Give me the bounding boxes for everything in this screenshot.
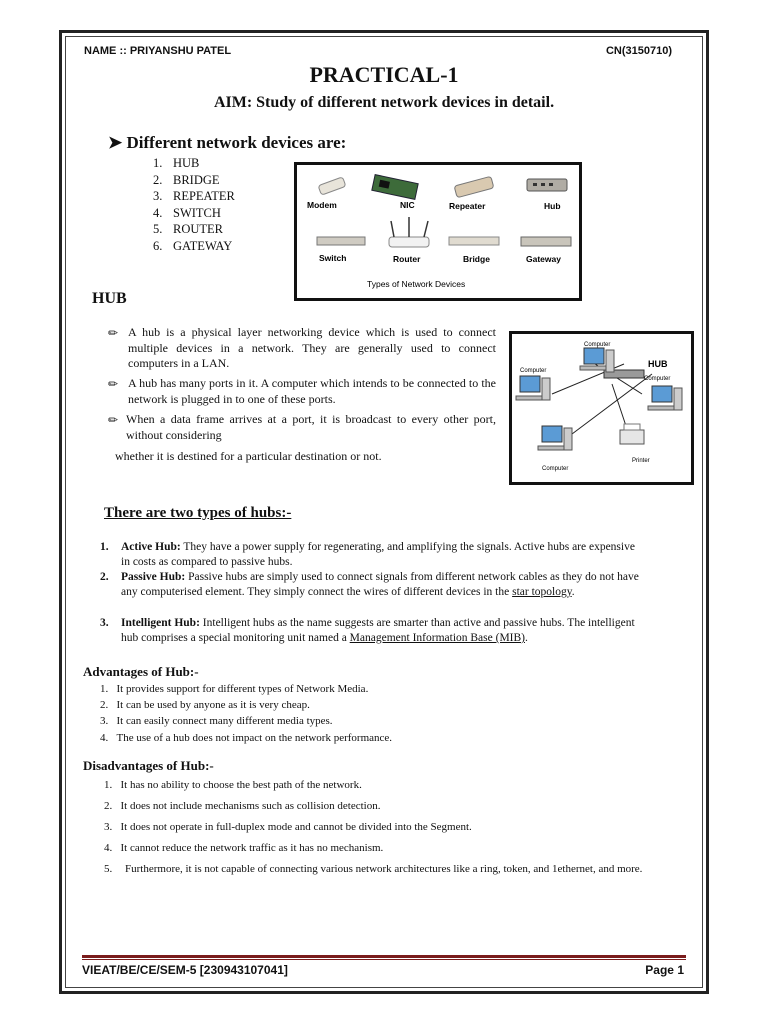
footer-rule-thin	[82, 959, 686, 960]
switch-icon	[317, 237, 365, 245]
device-label: Repeater	[449, 201, 486, 211]
pencil-bullet-icon: ✏	[108, 377, 119, 391]
device-label: Bridge	[463, 254, 490, 264]
course-code: CN(3150710)	[605, 45, 672, 57]
device-label: Computer	[520, 368, 547, 374]
list-item: 1. HUB	[153, 156, 200, 170]
footer-id: VIEAT/BE/CE/SEM-5 [230943107041]	[82, 963, 288, 977]
student-name: NAME :: PRIYANSHU PATEL	[84, 45, 232, 57]
list-item: 4. SWITCH	[153, 205, 221, 220]
types-heading: There are two types of hubs:-	[104, 505, 292, 521]
network-devices-illustration	[297, 165, 579, 298]
figure-caption: Types of Network Devices	[367, 279, 466, 289]
repeater-icon	[454, 176, 494, 197]
device-label: Computer	[584, 342, 611, 348]
pencil-bullet-icon: ✏	[108, 326, 119, 340]
device-label: Router	[393, 254, 421, 264]
hub-heading: HUB	[92, 290, 127, 307]
list-item: 4. The use of a hub does not impact on the network performance.	[100, 731, 393, 744]
device-label: Switch	[319, 253, 347, 263]
computer-icon	[516, 376, 550, 400]
list-item: 6. GATEWAY	[153, 238, 233, 253]
computer-icon	[538, 426, 572, 450]
page-title: PRACTICAL-1	[309, 62, 459, 87]
mib-link[interactable]: Management Information Base (MIB)	[349, 632, 525, 644]
device-label: Printer	[632, 458, 650, 464]
arrow-bullet-icon: ➤	[108, 133, 123, 152]
network-devices-figure	[294, 162, 582, 301]
printer-icon	[620, 424, 644, 444]
hub-continuation: whether it is destined for a particular destination or not.	[115, 449, 382, 463]
hub-topology-diagram	[512, 334, 691, 482]
devices-list	[153, 155, 235, 255]
computer-icon	[580, 348, 614, 372]
device-label: Computer	[542, 466, 569, 472]
list-item: 4. It cannot reduce the network traffic as it has no mechanism.	[104, 842, 384, 854]
hub-bullet: ✏ A hub is a physical layer networking device which is used to connect multiple devices in a network. They are generally used to connect computers in a LAN.	[108, 325, 496, 370]
modem-icon	[318, 177, 346, 195]
gateway-icon	[521, 237, 571, 246]
advantages-list	[100, 681, 392, 746]
list-item: 3. It does not operate in full-duplex mode and cannot be divided into the Segment.	[104, 821, 472, 833]
list-item: 2. BRIDGE	[153, 172, 220, 187]
footer-rule	[82, 955, 686, 958]
page-number: Page 1	[645, 963, 684, 977]
computer-icon	[648, 386, 682, 410]
hub-type-item: 2. Passive Hub: Passive hubs are simply used to connect signals from different network cables as they do not have any computerised element. They simply connect the wires of different devices in the star topology.	[100, 571, 639, 598]
device-label: NIC	[400, 200, 415, 210]
device-label: Computer	[644, 376, 671, 382]
hub-label: HUB	[648, 359, 668, 369]
list-item: 1. It has no ability to choose the best path of the network.	[104, 779, 362, 791]
list-item: 5. Furthermore, it is not capable of connecting various network architectures like a ring, token, and 1ethernet, and more.	[104, 863, 643, 875]
list-item: 2. It can be used by anyone as it is very cheap.	[100, 699, 310, 712]
hub-type-item: 1. Active Hub: They have a power supply for regenerating, and amplifying the signals. Active hubs are expensive in costs as compared to passive hubs.	[100, 541, 635, 568]
router-icon	[389, 237, 429, 247]
list-item: 2. It does not include mechanisms such as collision detection.	[104, 800, 381, 812]
devices-heading: ➤ Different network devices are:	[108, 133, 347, 152]
list-item: 5. ROUTER	[153, 222, 223, 237]
hub-bullet: ✏ When a data frame arrives at a port, it is broadcast to every other port, without considering	[108, 412, 496, 442]
hub-type-item: 3. Intelligent Hub: Intelligent hubs as the name suggests are smarter than active and passive hubs. The intelligent hub comprises a special monitoring unit named a Management Information Base (MIB).	[100, 617, 635, 644]
device-label: Modem	[307, 200, 337, 210]
pencil-bullet-icon: ✏	[108, 413, 119, 427]
nic-icon	[372, 175, 418, 200]
list-item: 3. REPEATER	[153, 189, 235, 204]
hub-bullet: ✏ A hub has many ports in it. A computer which intends to be connected to the network is plugged in to one of these ports.	[108, 376, 496, 406]
disadvantages-list	[104, 775, 684, 877]
aim-statement: AIM: Study of different network devices in detail.	[213, 94, 555, 111]
list-item: 3. It can easily connect many different media types.	[100, 715, 333, 728]
device-label: Gateway	[526, 254, 561, 264]
bridge-icon	[449, 237, 499, 245]
star-topology-link[interactable]: star topology	[512, 586, 572, 598]
hub-topology-figure	[509, 331, 694, 485]
device-label: Hub	[544, 201, 561, 211]
list-item: 1. It provides support for different types of Network Media.	[100, 683, 369, 695]
disadvantages-heading: Disadvantages of Hub:-	[83, 758, 214, 773]
advantages-heading: Advantages of Hub:-	[83, 664, 199, 679]
